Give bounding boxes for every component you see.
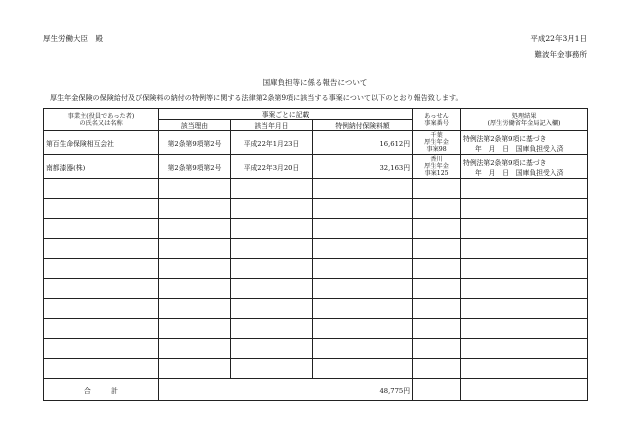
empty-row: [44, 319, 588, 339]
month-header: 該当年月日: [231, 120, 313, 131]
month-cell: 平成22年1月23日: [231, 131, 313, 155]
result-header: 処理結果 (厚生労働省年金局記入欄): [461, 109, 588, 131]
report-table: [43, 108, 588, 401]
document-title: 国庫負担等に係る報告について: [262, 78, 368, 87]
employer-cell: 第百生命保険相互会社: [44, 131, 159, 155]
total-value: 48,775円: [159, 379, 413, 401]
empty-row: [44, 299, 588, 319]
employer-cell: 南都漆器(株): [44, 155, 159, 179]
reason-cell: 第2条第9項第2号: [159, 155, 231, 179]
empty-row: [44, 339, 588, 359]
mediation-cell: 千葉 厚生年金 事案98: [413, 131, 461, 155]
premium-cell: 32,163円: [313, 155, 413, 179]
report-date: 平成22年3月1日: [530, 34, 587, 43]
mediation-header: あっせん 事案番号: [413, 109, 461, 131]
total-label: 合 計: [44, 379, 159, 401]
table-row: [44, 155, 588, 179]
total-row: [44, 379, 588, 401]
result-cell: 特例法第2条第9項に基づき 年 月 日 国庫負担受入済: [461, 155, 588, 179]
addressee: 厚生労働大臣 殿: [43, 34, 103, 43]
empty-row: [44, 279, 588, 299]
month-cell: 平成22年3月20日: [231, 155, 313, 179]
empty-row: [44, 199, 588, 219]
empty-row: [44, 179, 588, 199]
empty-row: [44, 239, 588, 259]
premium-header: 特例納付保険料額: [313, 120, 413, 131]
mediation-cell: 香川 厚生年金 事案125: [413, 155, 461, 179]
empty-row: [44, 259, 588, 279]
reason-header: 該当理由: [159, 120, 231, 131]
reason-cell: 第2条第9項第2号: [159, 131, 231, 155]
result-cell: 特例法第2条第9項に基づき 年 月 日 国庫負担受入済: [461, 131, 588, 155]
empty-row: [44, 219, 588, 239]
premium-cell: 16,612円: [313, 131, 413, 155]
empty-row: [44, 359, 588, 379]
lead-text: 厚生年金保険の保険給付及び保険料の納付の特例等に関する法律第2条第9項に該当する事案について以下のとおり報告致します。: [50, 93, 463, 102]
table-row: [44, 131, 588, 155]
case-group-header: 事案ごとに記載: [159, 109, 413, 120]
employer-header: 事業主(役員であった者) の氏名又は名称: [44, 109, 159, 131]
header-row: [44, 109, 588, 120]
office-name: 難波年金事務所: [534, 50, 587, 59]
